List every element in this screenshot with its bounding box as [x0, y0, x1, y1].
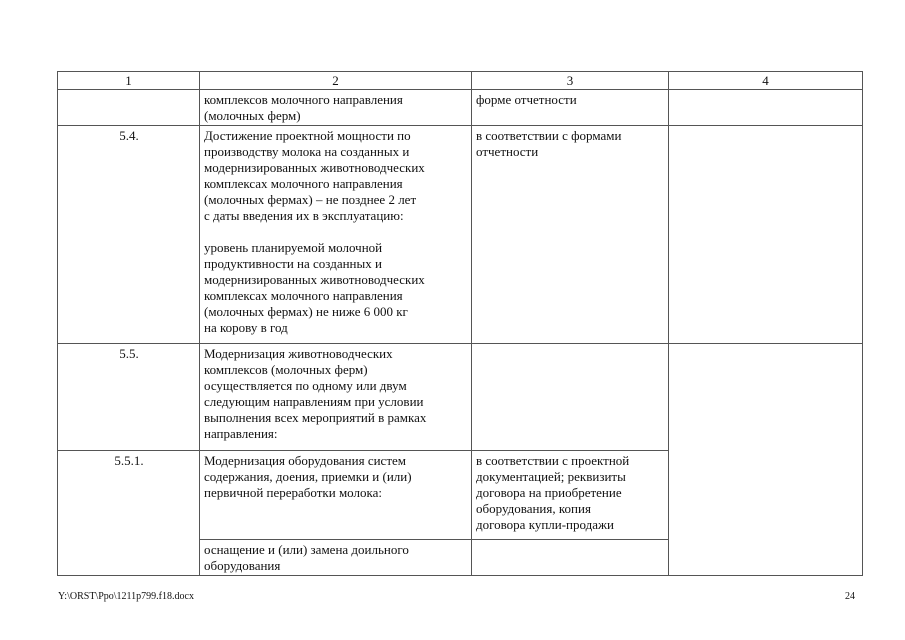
column-header-4: 4	[669, 72, 863, 90]
requirements-table	[57, 71, 863, 576]
table-header-row	[58, 72, 863, 90]
column-header-2: 2	[200, 72, 472, 90]
row-document	[472, 344, 669, 451]
row-number: 5.5.1.	[58, 451, 200, 576]
row-document: в соответствии с проектной документацией; реквизиты договора на приобретение оборудования, копия договора купли-продажи	[472, 451, 669, 540]
row-document: в соответствии с формами отчетности	[472, 126, 669, 344]
footer-file-path: Y:\ORST\Ppo\1211p799.f18.docx	[58, 591, 194, 602]
column-header-3: 3	[472, 72, 669, 90]
table-row	[58, 344, 863, 451]
row-number: 5.5.	[58, 344, 200, 451]
row-description: Достижение проектной мощности по производству молока на созданных и модернизированных животноводческих комплексах молочного направления (молочных фермах) – не позднее 2 лет с даты введения их в эксплуатацию: уровень планируемой молочной продуктивности на созданных и модернизированных животноводческих комплексах молочного направления (молочных фермах) не ниже 6 000 кг на корову в год	[200, 126, 472, 344]
row-description: Модернизация оборудования систем содержания, доения, приемки и (или) первичной переработки молока:	[200, 451, 472, 540]
column-header-1: 1	[58, 72, 200, 90]
row-col4	[669, 90, 863, 126]
table-row	[58, 90, 863, 126]
row-description: оснащение и (или) замена доильного оборудования	[200, 540, 472, 576]
page-number: 24	[845, 591, 855, 602]
row-document: форме отчетности	[472, 90, 669, 126]
row-document	[472, 540, 669, 576]
row-number: 5.4.	[58, 126, 200, 344]
table-row	[58, 126, 863, 344]
row-description: Модернизация животноводческих комплексов (молочных ферм) осуществляется по одному или двум следующим направлениям при условии выполнения всех мероприятий в рамках направления:	[200, 344, 472, 451]
row-col4	[669, 126, 863, 344]
row-description: комплексов молочного направления (молочных ферм)	[200, 90, 472, 126]
row-number	[58, 90, 200, 126]
row-col4	[669, 344, 863, 576]
